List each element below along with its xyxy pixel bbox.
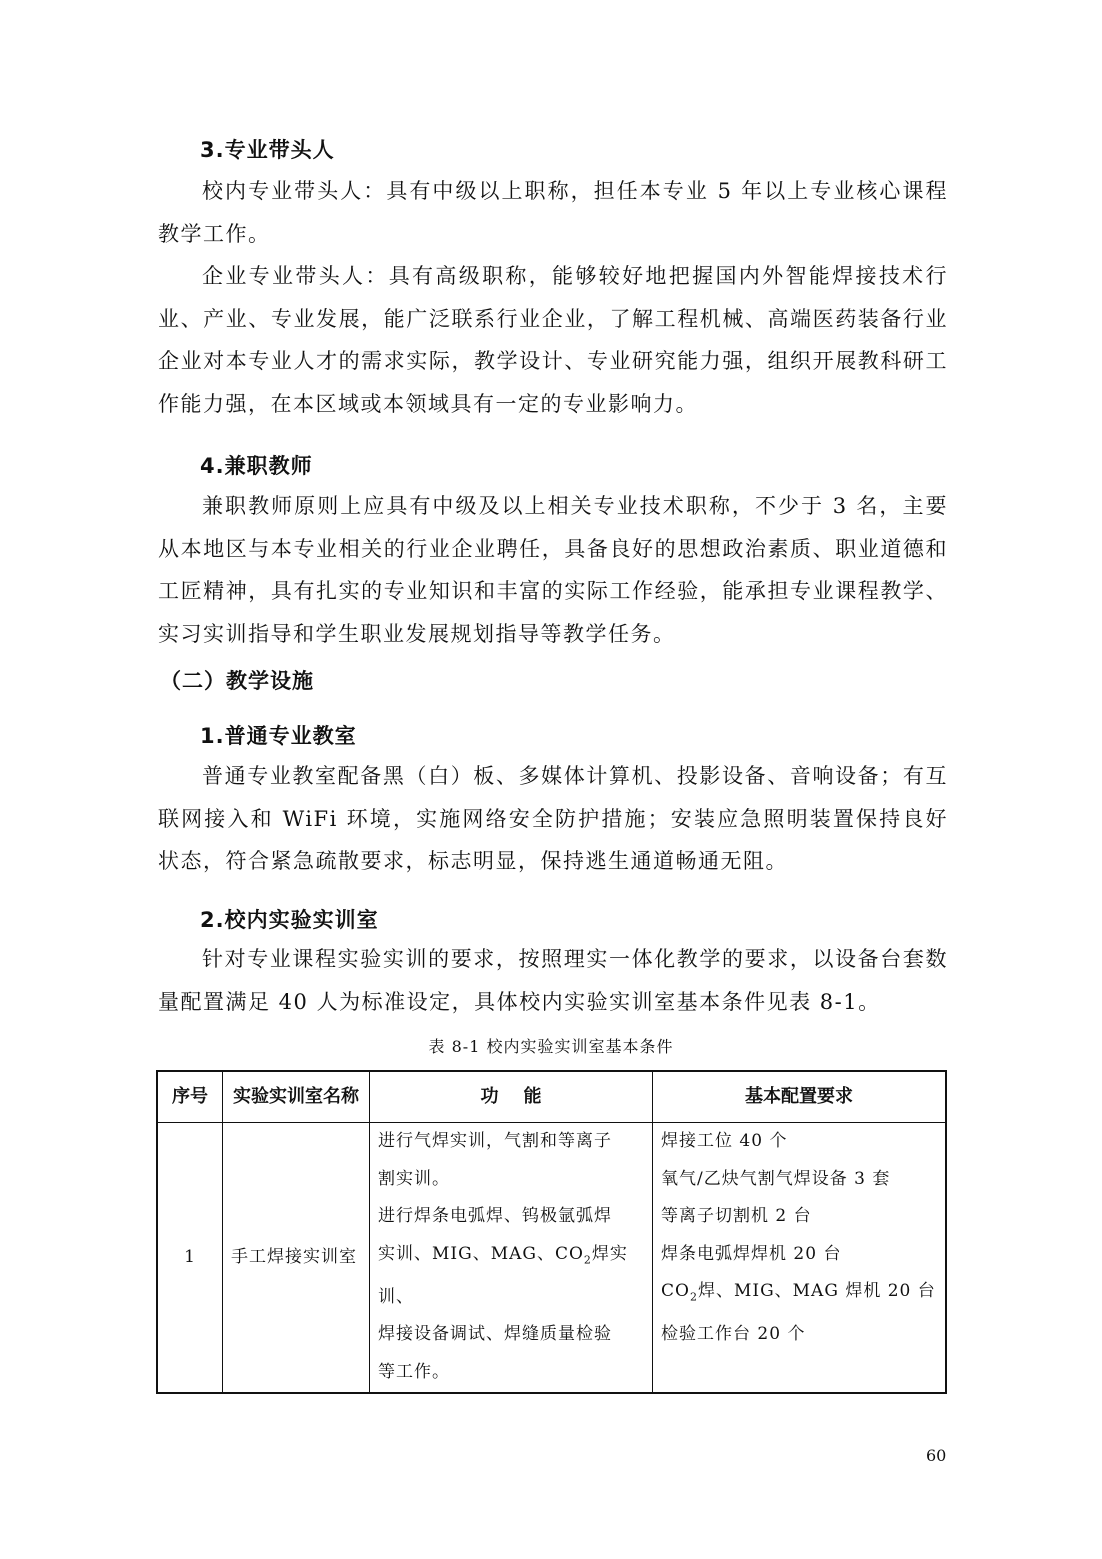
header-function: 功 能 [370,1071,653,1123]
cell-function [370,1123,653,1393]
paragraph-school-leader: 校内专业带头人：具有中级以上职称，担任本专业 5 年以上专业核心课程教学工作。 [158,179,948,246]
co2-subscript: 2 [689,1290,698,1304]
function-line: 进行气焊实训，气割和等离子 [378,1131,612,1151]
page-number: 60 [926,1446,947,1465]
function-line: 等工作。 [378,1361,450,1382]
config-line [661,1273,937,1316]
cell-no: 1 [157,1123,223,1393]
paragraph-part-time-teachers: 兼职教师原则上应具有中级及以上相关专业技术职称，不少于 3 名，主要从本地区与本专业相关的行业企业聘任，具备良好的思想政治素质、职业道德和工匠精神，具有扎实的专业知识和丰富的实际工作经验，能承担专业课程教学、实习实训指导和学生职业发展规划指导等教学任务。 [158,494,948,646]
paragraph-enterprise-leader: 企业专业带头人：具有高级职称，能够较好地把握国内外智能焊接技术行业、产业、专业发展，能广泛联系行业企业，了解工程机械、高端医药装备行业企业对本专业人才的需求实际，教学设计、专业研究能力强，组织开展教科研工作能力强，在本区域或本领域具有一定的专业影响力。 [158,264,948,416]
function-text: 实训、MIG、MAG、 [378,1243,555,1264]
function-text: 焊实训、 [378,1243,628,1307]
table-caption: 表 8-1 校内实验实训室基本条件 [428,1037,674,1056]
paragraph-general-classroom: 普通专业教室配备黑（白）板、多媒体计算机、投影设备、音响设备；有互联网接入和 WiFi 环境，实施网络安全防护措施；安装应急照明装置保持良好状态，符合紧急疏散要求，标志明显，保持逃生通道畅通无阻。 [158,764,948,873]
config-line: 等离子切割机 2 台 [661,1206,812,1227]
heading-general-classroom: 1.普通专业教室 [200,724,357,748]
config-line: 焊接工位 40 个 [661,1131,788,1151]
table-header-row [157,1071,946,1123]
co2-text: CO [661,1281,690,1302]
config-line: 焊条电弧焊焊机 20 台 [661,1243,842,1264]
cell-room-name: 手工焊接实训室 [223,1123,370,1393]
function-line: 割实训。 [378,1168,450,1189]
config-line: 检验工作台 20 个 [661,1324,806,1345]
co2-subscript: 2 [583,1253,592,1267]
header-configuration: 基本配置要求 [653,1071,947,1123]
table-row [157,1123,946,1393]
co2-text: CO [554,1243,584,1264]
function-line: 焊接设备调试、焊缝质量检验 [378,1324,612,1345]
config-text: 焊、MIG、MAG 焊机 20 台 [697,1281,936,1302]
header-no: 序号 [157,1071,223,1123]
function-line [378,1236,644,1317]
heading-training-room: 2.校内实验实训室 [200,908,379,932]
paragraph-training-room: 针对专业课程实验实训的要求，按照理实一体化教学的要求，以设备台套数量配置满足 40 人为标准设定，具体校内实验实训室基本条件见表 8-1。 [158,947,948,1014]
cell-configuration [653,1123,947,1393]
function-line: 进行焊条电弧焊、钨极氩弧焊 [378,1206,612,1227]
training-room-table [156,1070,947,1394]
header-room-name: 实验实训室名称 [223,1071,370,1123]
heading-section-3: 3.专业带头人 [200,138,335,162]
heading-section-4: 4.兼职教师 [200,454,313,478]
heading-teaching-facilities: （二）教学设施 [160,669,314,693]
config-line: 氧气/乙炔气割气焊设备 3 套 [661,1168,891,1189]
